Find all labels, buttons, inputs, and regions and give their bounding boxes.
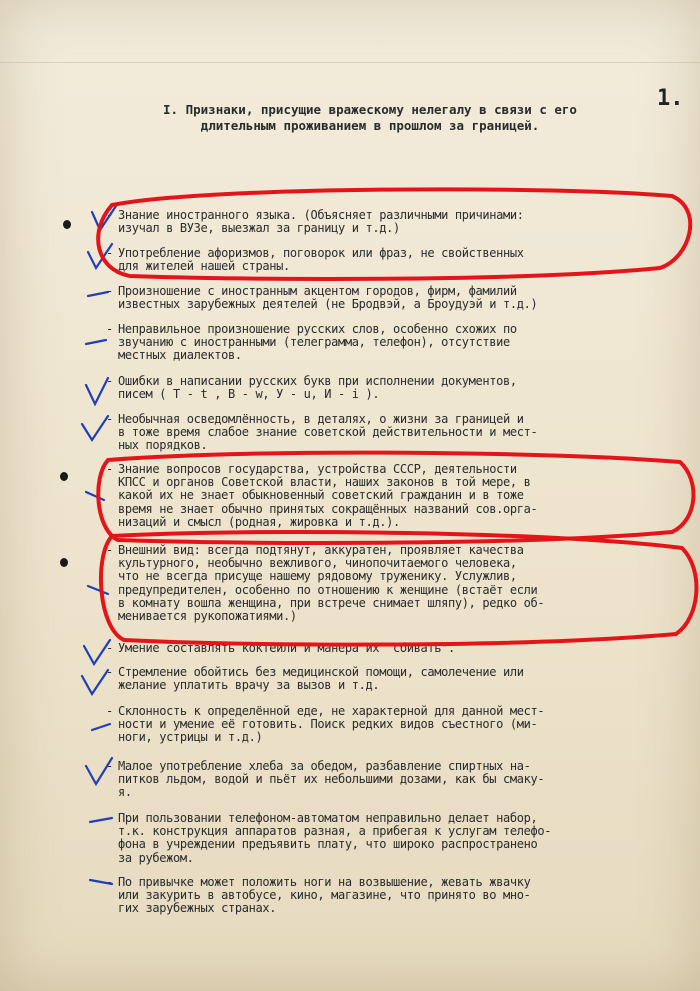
bullet-dash: - [106, 322, 114, 336]
bullet-dash: - [106, 704, 114, 718]
bullet-dash: - [106, 246, 114, 260]
list-item: - Умение составлять коктейли и манера их "сбивать". [106, 641, 455, 655]
punch-dot [60, 558, 68, 567]
bullet-dash: - [106, 759, 114, 773]
punch-dot [60, 472, 68, 481]
list-item: - Употребление афоризмов, поговорок или фраз, не свойственных для жителей нашей страны. [106, 246, 524, 274]
list-item: - Неправильное произношение русских слов, особенно схожих по звучанию с иностранными (телеграмма, телефон), отсутствие местных диалектов. [106, 322, 517, 363]
list-item: - Знание иностранного языка. (Объясняет различными причинами: изучал в ВУЗе, выезжал за границу и т.д.) [106, 208, 524, 236]
bullet-dash: - [106, 641, 114, 655]
bullet-dash: - [106, 665, 114, 679]
list-item: - При пользовании телефоном-автоматом неправильно делает набор, т.к. конструкция аппаратов разная, а прибегая к услугам телефо- фона в учреждении предъявить плату, что широко распространено за рубежом. [106, 811, 552, 865]
bullet-dash: - [106, 543, 114, 557]
list-item: - По привычке может положить ноги на возвышение, жевать жвачку или закурить в автобусе, кино, магазине, что принято во мно- гих зарубежных странах. [106, 875, 531, 916]
heading-line-1: I. Признаки, присущие вражескому нелегалу в связи с его [163, 102, 577, 117]
bullet-dash: - [106, 412, 114, 426]
list-item: - Знание вопросов государства, устройства СССР, деятельности КПСС и органов Советской власти, наших законов в той мере, в какой их не знает обыкновенный советский гражданин и в тоже время не знает обычно принятых сокращённых названий сов.орга- низаций и смысл (родная, жировка и т.д.). [106, 462, 538, 529]
bullet-dash: - [106, 208, 114, 222]
bullet-dash: - [106, 875, 114, 889]
bullet-dash: - [106, 374, 114, 388]
list-item: - Малое употребление хлеба за обедом, разбавление спиртных на- питков льдом, водой и пьёт их небольшими дозами, как бы смаку- я. [106, 759, 545, 800]
punch-dot [63, 220, 71, 229]
bullet-dash: - [106, 811, 114, 825]
bullet-dash: - [106, 284, 114, 298]
bullet-dash: - [106, 462, 114, 476]
list-item: - Стремление обойтись без медицинской помощи, самолечение или желание уплатить врачу за вызов и т.д. [106, 665, 524, 693]
list-item: - Ошибки в написании русских букв при исполнении документов, писем ( T - t , B - w, У - u, И - i ). [106, 374, 517, 402]
list-item: - Склонность к определённой еде, не характерной для данной мест- ности и умение её готовить. Поиск редких видов съестного (ми- ноги, устрицы и т.д.) [106, 704, 545, 745]
heading-line-2: длительным проживанием в прошлом за границей. [200, 118, 540, 133]
list-item: - Необычная осведомлённость, в деталях, о жизни за границей и в тоже время слабое знание советской действительности и мест- ных порядков. [106, 412, 538, 453]
list-item: - Внешний вид: всегда подтянут, аккуратен, проявляет качества культурного, необычно вежливого, чинопочитаемого человека, что не всегда присуще нашему рядовому труженику. Услужлив, предупредителен, особенно по отношению к женщине (встаёт если в комнату вошла женщина, при встрече снимает шляпу), редко об- менивается рукопожатиями.) [106, 543, 545, 624]
page-number: 1. [657, 86, 684, 111]
list-item: - Произношение с иностранным акцентом городов, фирм, фамилий известных зарубежных деятелей (не Бродвэй, а Броудуэй и т.д.) [106, 284, 538, 312]
